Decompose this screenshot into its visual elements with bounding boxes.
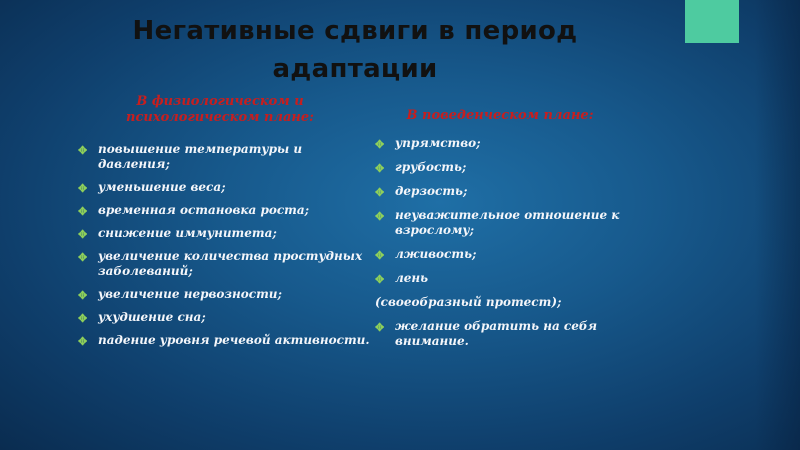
leaf-bullet-icon: ✥ [78, 289, 88, 302]
list-item [375, 184, 650, 199]
list-item [375, 160, 650, 175]
list-item-text: желание обратить на себя внимание. [395, 319, 598, 348]
list-item-text: увеличение нервозности; [98, 287, 282, 301]
leaf-bullet-icon: ✥ [375, 138, 385, 151]
right-column-heading: В поведенческом плане: [406, 108, 594, 123]
list-item-text: падение уровня речевой активности. [98, 333, 370, 347]
list-item [375, 208, 650, 238]
leaf-bullet-icon: ✥ [375, 162, 385, 175]
list-item-text: снижение иммунитета; [98, 226, 277, 240]
left-column-heading: В физиологическом и психологическом плане: [126, 94, 314, 125]
list-item-text: грубость; [395, 160, 467, 174]
leaf-bullet-icon: ✥ [375, 273, 385, 286]
list-item [78, 203, 370, 218]
leaf-bullet-icon: ✥ [375, 321, 385, 334]
list-item-text: повышение температуры и давления; [98, 142, 303, 171]
list-item [78, 142, 370, 172]
leaf-bullet-icon: ✥ [375, 210, 385, 223]
list-item [78, 180, 370, 195]
list-item-text: лживость; [395, 247, 477, 261]
list-item-text: упрямство; [395, 136, 481, 150]
slide-edge-shade [755, 0, 800, 450]
list-item [78, 226, 370, 241]
list-item [375, 319, 650, 349]
leaf-bullet-icon: ✥ [78, 312, 88, 325]
leaf-bullet-icon: ✥ [375, 249, 385, 262]
accent-bar [685, 0, 739, 43]
list-item [375, 136, 650, 151]
leaf-bullet-icon: ✥ [78, 335, 88, 348]
leaf-bullet-icon: ✥ [78, 205, 88, 218]
list-item-text: (своеобразный протест); [375, 295, 562, 309]
leaf-bullet-icon: ✥ [78, 144, 88, 157]
list-item-text: увеличение количества простудных заболеваний; [98, 249, 363, 278]
list-item [375, 295, 650, 310]
leaf-bullet-icon: ✥ [78, 251, 88, 264]
list-item-text: временная остановка роста; [98, 203, 310, 217]
leaf-bullet-icon: ✥ [78, 228, 88, 241]
list-item [78, 287, 370, 302]
right-bullet-list [375, 136, 650, 358]
left-bullet-list [78, 142, 370, 356]
list-item-text: дерзость; [395, 184, 468, 198]
leaf-bullet-icon: ✥ [78, 182, 88, 195]
list-item [78, 249, 370, 279]
list-item-text: уменьшение веса; [98, 180, 226, 194]
list-item-text: лень [395, 271, 429, 285]
list-item [375, 271, 650, 286]
list-item [78, 310, 370, 325]
list-item [78, 333, 370, 348]
list-item [375, 247, 650, 262]
list-item-text: неуважительное отношение к взрослому; [395, 208, 620, 237]
slide-title: Негативные сдвиги в период адаптации [132, 16, 578, 84]
list-item-text: ухудшение сна; [98, 310, 206, 324]
leaf-bullet-icon: ✥ [375, 186, 385, 199]
